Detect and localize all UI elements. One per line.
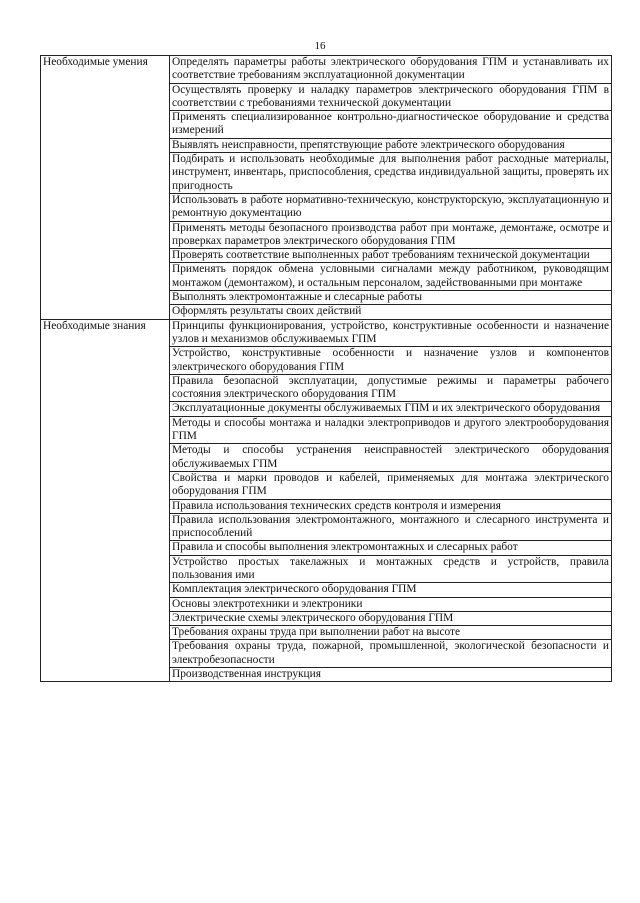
requirement-item: Методы и способы монтажа и наладки электроприводов и другого электрооборудования ГПМ <box>170 416 612 444</box>
requirement-item: Устройство, конструктивные особенности и назначение узлов и компонентов электрического оборудования ГПМ <box>170 347 612 375</box>
section-label: Необходимые умения <box>41 56 170 320</box>
requirement-item: Принципы функционирования, устройство, конструктивные особенности и назначение узлов и механизмов обслуживаемых ГПМ <box>170 319 612 347</box>
requirement-item: Применять порядок обмена условными сигналами между работником, руководящим монтажом (демонтажом), и остальным персоналом, задействованными при монтаже <box>170 263 612 291</box>
table-row <box>41 56 612 84</box>
requirement-item: Комплектация электрического оборудования ГПМ <box>170 583 612 597</box>
requirement-item: Требования охраны труда при выполнении работ на высоте <box>170 626 612 640</box>
requirement-item: Производственная инструкция <box>170 668 612 682</box>
requirement-item: Правила использования электромонтажного, монтажного и слесарного инструмента и приспособлений <box>170 513 612 541</box>
requirement-item: Выполнять электромонтажные и слесарные работы <box>170 291 612 305</box>
requirement-item: Применять методы безопасного производства работ при монтаже, демонтаже, осмотре и проверках параметров электрического оборудования ГПМ <box>170 221 612 249</box>
requirement-item: Электрические схемы электрического оборудования ГПМ <box>170 611 612 625</box>
requirement-item: Определять параметры работы электрического оборудования ГПМ и устанавливать их соответствие требованиям эксплуатационной документации <box>170 56 612 84</box>
requirement-item: Подбирать и использовать необходимые для выполнения работ расходные материалы, инструмент, инвентарь, приспособления, средства индивидуальной защиты, проверять их пригодность <box>170 153 612 194</box>
requirement-item: Эксплуатационные документы обслуживаемых ГПМ и их электрического оборудования <box>170 402 612 416</box>
requirement-item: Использовать в работе нормативно-техническую, конструкторскую, эксплуатационную и ремонтную документацию <box>170 193 612 221</box>
requirement-item: Правила и способы выполнения электромонтажных и слесарных работ <box>170 541 612 555</box>
table-row <box>41 319 612 347</box>
requirement-item: Методы и способы устранения неисправностей электрического оборудования обслуживаемых ГПМ <box>170 444 612 472</box>
requirement-item: Требования охраны труда, пожарной, промышленной, экологической безопасности и электробезопасности <box>170 640 612 668</box>
requirement-item: Выявлять неисправности, препятствующие работе электрического оборудования <box>170 138 612 152</box>
requirements-table-body <box>41 56 612 682</box>
requirement-item: Проверять соответствие выполненных работ требованиям технической документации <box>170 249 612 263</box>
requirement-item: Основы электротехники и электроники <box>170 597 612 611</box>
section-label: Необходимые знания <box>41 319 170 682</box>
requirement-item: Применять специализированное контрольно-диагностическое оборудование и средства измерений <box>170 111 612 139</box>
requirements-table <box>40 55 612 682</box>
requirement-item: Осуществлять проверку и наладку параметров электрического оборудования ГПМ в соответствии с требованиями технической документации <box>170 83 612 111</box>
requirement-item: Оформлять результаты своих действий <box>170 305 612 319</box>
requirement-item: Устройство простых такелажных и монтажных средств и устройств, правила пользования ими <box>170 555 612 583</box>
requirement-item: Правила безопасной эксплуатации, допустимые режимы и параметры рабочего состояния электрического оборудования ГПМ <box>170 374 612 402</box>
page-number: 16 <box>314 40 326 52</box>
requirement-item: Свойства и марки проводов и кабелей, применяемых для монтажа электрического оборудования ГПМ <box>170 471 612 499</box>
requirement-item: Правила использования технических средств контроля и измерения <box>170 499 612 513</box>
